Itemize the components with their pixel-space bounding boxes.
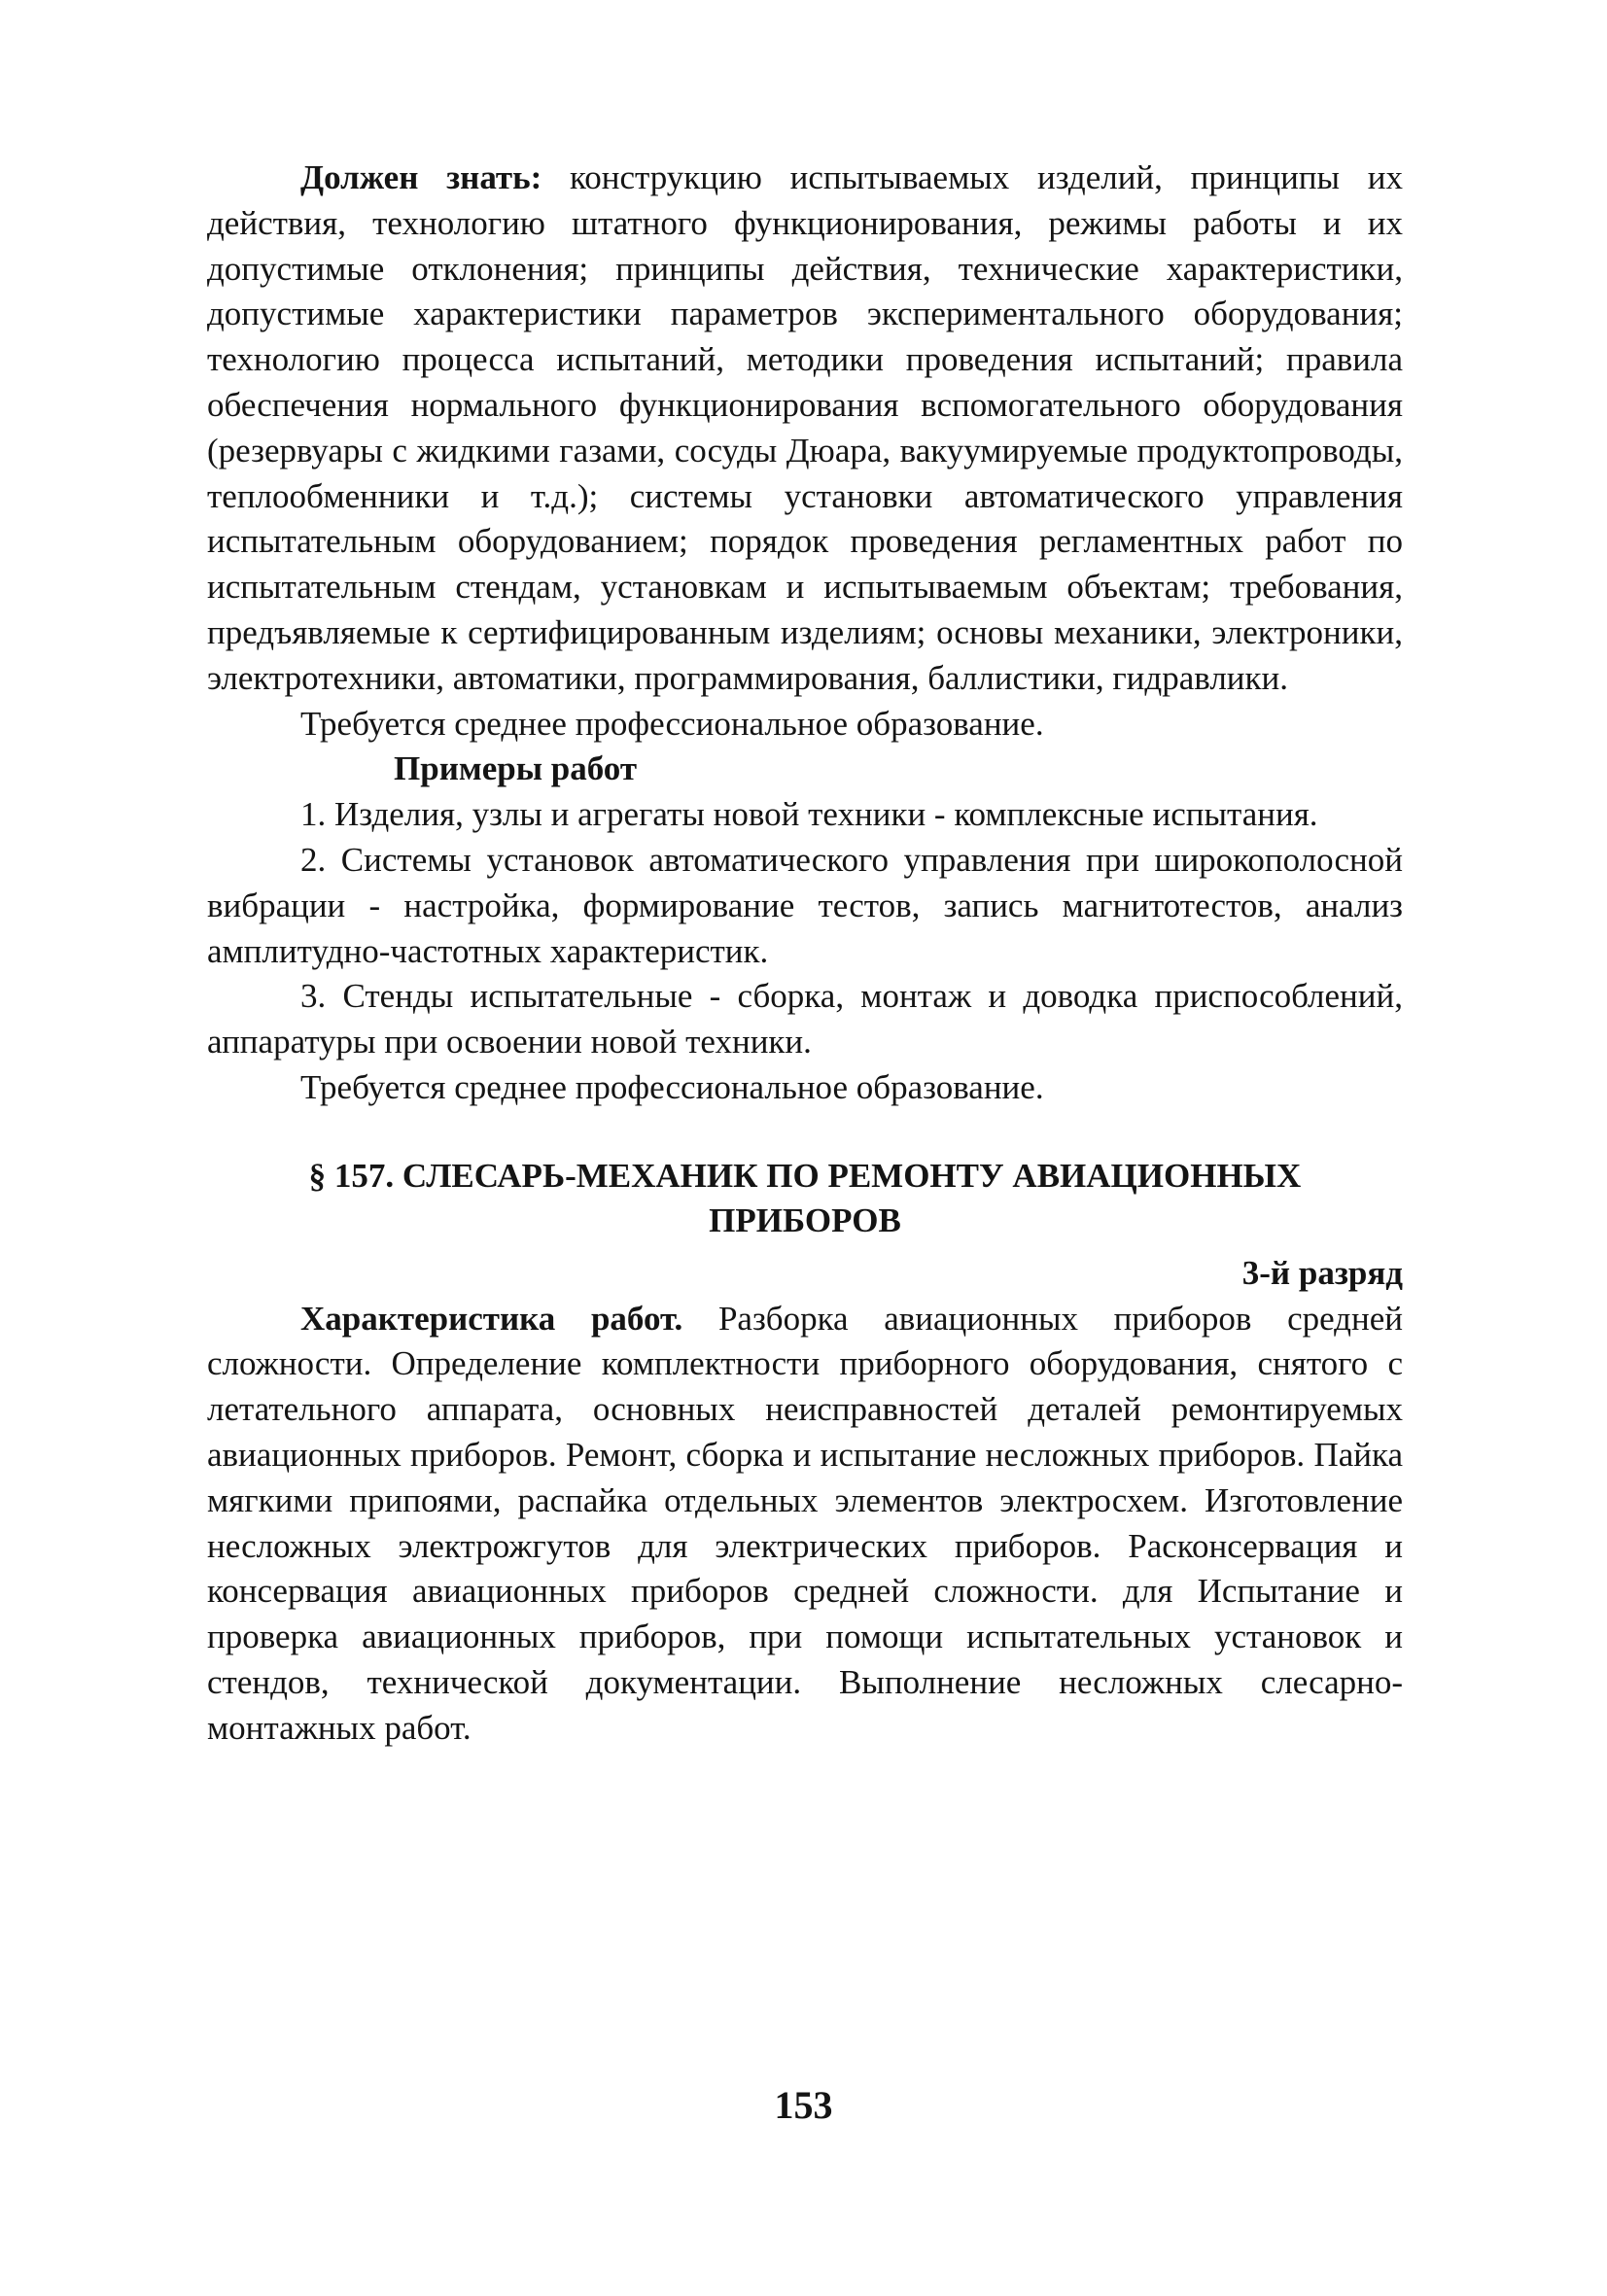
section-title (207, 1154, 1403, 1243)
page-number: 153 (774, 2083, 833, 2127)
must-know-paragraph (207, 156, 1403, 702)
work-characteristics-block (207, 1297, 1403, 1752)
example-item-1: 1. Изделия, узлы и агрегаты новой техники - комплексные испытания. (300, 795, 1318, 834)
work-characteristics-text: Разборка авиационных приборов средней сложности. Определение комплектности приборного оборудования, снятого с летательного аппарата, основных неисправностей деталей ремонтируемых авиационных приборов. Ремонт, сборка и испытание несложных приборов. Пайка мягкими припоями, распайка отдельных элементов электросхем. Изготовление несложных электрожгутов для электрических приборов. Расконсервация и консервация авиационных приборов средней сложности. для Испытание и проверка авиационных приборов, при помощи испытательных установок и стендов, технической документации. Выполнение несложных слесарно-монтажных работ. (207, 1299, 1403, 1747)
work-characteristics-label: Характеристика работ. (300, 1299, 683, 1338)
work-characteristics-paragraph (207, 1297, 1403, 1752)
examples-heading: Примеры работ (394, 749, 638, 788)
section-title-line-2: ПРИБОРОВ (709, 1200, 901, 1239)
must-know-text: конструкцию испытываемых изделий, принципы их действия, технологию штатного функционирования, режимы работы и их допустимые отклонения; принципы действия, технические характеристики, допустимые характеристики параметров экспериментального оборудования; технологию процесса испытаний, методики проведения испытаний; правила обеспечения нормального функционирования вспомогательного оборудования (резервуары с жидкими газами, сосуды Дюара, вакуумируемые продуктопроводы, теплообменники и т.д.); системы установки автоматического управления испытательным оборудованием; порядок проведения регламентных работ по испытательным стендам, установкам и испытываемым объектам; требования, предъявляемые к сертифицированным изделиям; основы механики, электроники, электротехники, автоматики, программирования, баллистики, гидравлики. (207, 158, 1404, 697)
must-know-block (207, 156, 1403, 1111)
must-know-label: Должен знать: (300, 158, 542, 196)
education-requirement-1: Требуется среднее профессиональное образование. (300, 704, 1044, 743)
example-item-2: 2. Системы установок автоматического управления при широкополосной вибрации - настройка, формирование тестов, запись магнитотестов, анализ амплитудно-частотных характеристик. (207, 840, 1403, 970)
section-title-line-1: § 157. СЛЕСАРЬ-МЕХАНИК ПО РЕМОНТУ АВИАЦИОННЫХ (308, 1156, 1302, 1195)
education-requirement-2: Требуется среднее профессиональное образование. (300, 1067, 1044, 1106)
rank-label: 3-й разряд (1241, 1253, 1403, 1292)
example-item-3: 3. Стенды испытательные - сборка, монтаж и доводка приспособлений, аппаратуры при освоении новой техники. (207, 977, 1403, 1061)
page-content (207, 156, 1403, 1752)
